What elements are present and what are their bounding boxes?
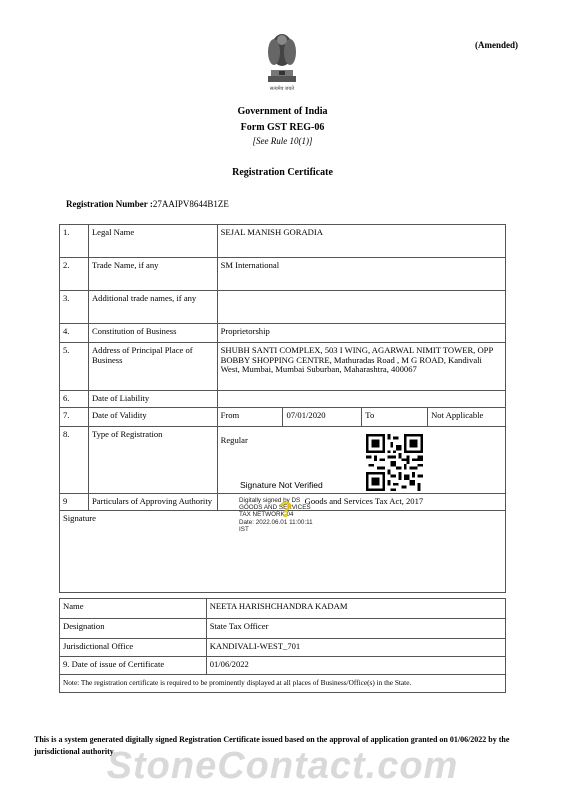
row-label: Particulars of Approving Authority bbox=[88, 494, 217, 511]
certificate-title: Registration Certificate bbox=[232, 167, 333, 178]
form-title: Form GST REG-06 bbox=[240, 122, 325, 133]
signature-line: GOODS AND SERVICES bbox=[239, 504, 311, 512]
validity-to-value: Not Applicable bbox=[428, 408, 506, 427]
jurisdictional-office-value: KANDIVALI-WEST_701 bbox=[206, 639, 505, 657]
officer-label: Name bbox=[60, 599, 207, 619]
signature-line: Digitally signed by DS bbox=[239, 497, 301, 504]
row-label: Constitution of Business bbox=[88, 324, 217, 343]
row-label: Type of Registration bbox=[88, 427, 217, 494]
row-number: 1. bbox=[60, 225, 89, 258]
table-row bbox=[60, 324, 506, 343]
row-number: 3. bbox=[60, 291, 89, 324]
table-row bbox=[60, 225, 506, 258]
officer-details-table bbox=[59, 598, 506, 693]
registration-details-table bbox=[59, 224, 506, 593]
row-label: Date of Liability bbox=[88, 391, 217, 408]
officer-label: Designation bbox=[60, 619, 207, 639]
national-emblem-icon bbox=[262, 30, 302, 86]
signature-line: IST bbox=[239, 525, 249, 533]
watermark: StoneContact.com bbox=[106, 745, 459, 787]
row-number: 2. bbox=[60, 258, 89, 291]
rule-reference: [See Rule 10(1)] bbox=[252, 136, 313, 146]
row-number: 5. bbox=[60, 343, 89, 391]
table-row bbox=[60, 343, 506, 391]
qr-code-icon bbox=[366, 434, 423, 491]
row-label: Legal Name bbox=[88, 225, 217, 258]
row-label: Address of Principal Place of Business bbox=[88, 343, 217, 391]
row-label: Date of Validity bbox=[88, 408, 217, 427]
table-row bbox=[60, 391, 506, 408]
row-number: 7. bbox=[60, 408, 89, 427]
table-row bbox=[60, 408, 506, 427]
registration-type-text: Regular bbox=[220, 435, 248, 445]
row-number: 4. bbox=[60, 324, 89, 343]
signature-line: Date: 2022.06.01 11:00:11 bbox=[239, 518, 313, 526]
row-label: Additional trade names, if any bbox=[88, 291, 217, 324]
row-number: 8. bbox=[60, 427, 89, 494]
signature-question-icon: ? bbox=[279, 497, 293, 522]
table-row bbox=[60, 675, 506, 693]
signature-status: Signature Not Verified bbox=[240, 480, 323, 490]
amended-label: (Amended) bbox=[475, 40, 518, 50]
emblem-motto: सत्यमेव जयते bbox=[269, 87, 295, 92]
display-note: Note: The registration certificate is required to be prominently displayed at all places of Business/Office(s) in the State. bbox=[60, 675, 506, 693]
officer-label: 9. Date of issue of Certificate bbox=[60, 657, 207, 675]
table-row bbox=[60, 639, 506, 657]
trade-name-value: SM International bbox=[217, 258, 505, 291]
legal-name-value: SEJAL MANISH GORADIA bbox=[217, 225, 505, 258]
designation-value: State Tax Officer bbox=[206, 619, 505, 639]
validity-from-date: 07/01/2020 bbox=[283, 408, 362, 427]
row-number: 6. bbox=[60, 391, 89, 408]
signature-label: Signature bbox=[63, 513, 96, 523]
signature-details bbox=[239, 497, 313, 533]
row-label: Trade Name, if any bbox=[88, 258, 217, 291]
approving-authority-text: Goods and Services Tax Act, 2017 bbox=[304, 496, 424, 506]
officer-label: Jurisdictional Office bbox=[60, 639, 207, 657]
registration-number-label: Registration Number : bbox=[66, 199, 153, 209]
table-row bbox=[60, 599, 506, 619]
address-value: SHUBH SANTI COMPLEX, 503 I WING, AGARWAL NIMIT TOWER, OPP BOBBY SHOPPING CENTRE, Mathuradas Road , M G ROAD, Kandivali West, Mumbai, Mumbai Suburban, Maharashtra, 400067 bbox=[217, 343, 505, 391]
government-heading: Government of India bbox=[237, 106, 328, 117]
additional-trade-names-value bbox=[217, 291, 505, 324]
issue-date-value: 01/06/2022 bbox=[206, 657, 505, 675]
table-row bbox=[60, 291, 506, 324]
row-number: 9 bbox=[60, 494, 89, 511]
registration-number-line bbox=[66, 199, 229, 209]
table-row bbox=[60, 258, 506, 291]
validity-from-label: From bbox=[217, 408, 283, 427]
validity-to-label: To bbox=[362, 408, 428, 427]
registration-number: 27AAIPV8644B1ZE bbox=[152, 199, 229, 209]
footer-statement: This is a system generated digitally signed Registration Certificate issued based on the approval of application granted on 01/06/2022 by the jurisdictional authority. bbox=[34, 735, 510, 756]
signature-line: TAX NETWORK 04 bbox=[239, 511, 294, 519]
table-row bbox=[60, 657, 506, 675]
officer-name-value: NEETA HARISHCHANDRA KADAM bbox=[206, 599, 505, 619]
table-row bbox=[60, 619, 506, 639]
constitution-value: Proprietorship bbox=[217, 324, 505, 343]
date-of-liability-value bbox=[217, 391, 505, 408]
